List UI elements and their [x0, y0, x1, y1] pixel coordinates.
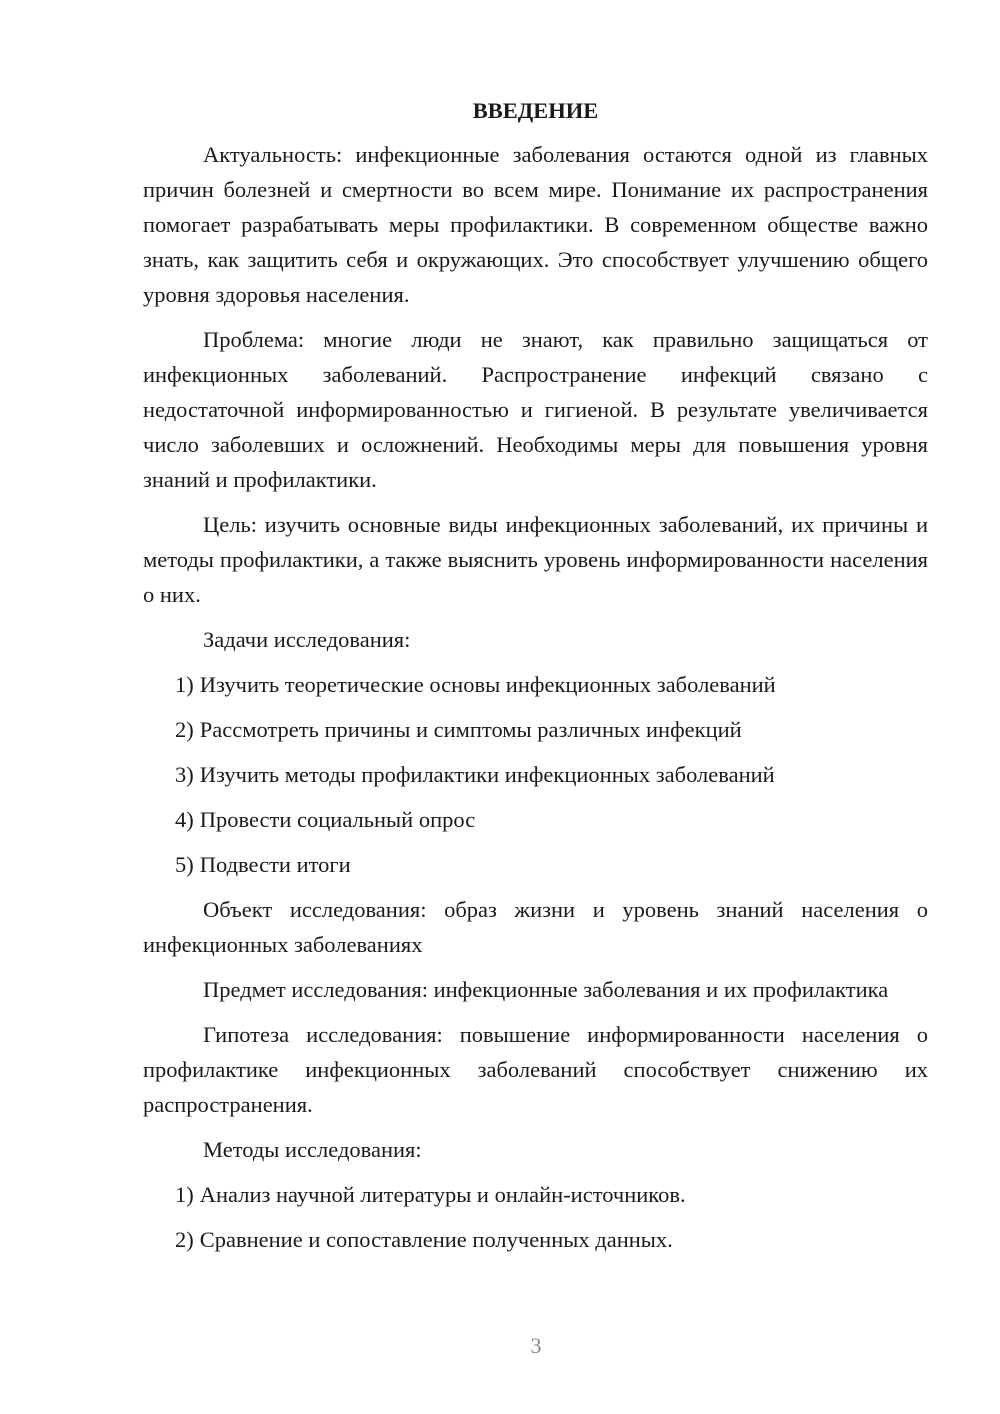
- list-item-text: Рассмотреть причины и симптомы различных инфекций: [199, 717, 742, 742]
- page-title: ВВЕДЕНИЕ: [472, 98, 599, 123]
- document-page: [143, 96, 928, 1267]
- methods-heading: Методы исследования:: [203, 1137, 422, 1162]
- page-number: 3: [530, 1333, 542, 1358]
- list-item-number: 2): [175, 717, 194, 742]
- list-item-text: Сравнение и сопоставление полученных данных.: [199, 1227, 673, 1252]
- problem-paragraph: Проблема: многие люди не знают, как правильно защищаться от инфекционных заболеваний. Распространение инфекций связано с недостаточной информированностью и гигиеной. В результате увеличивается число заболевших и осложнений. Необходимы меры для повышения уровня знаний и профилактики.: [143, 327, 928, 492]
- list-item-text: Подвести итоги: [199, 852, 351, 877]
- list-item: [143, 757, 928, 792]
- methods-list: [143, 1177, 928, 1257]
- list-item-number: 3): [175, 762, 194, 787]
- goal-paragraph: Цель: изучить основные виды инфекционных заболеваний, их причины и методы профилактики, а также выяснить уровень информированности населения о них.: [143, 512, 928, 607]
- list-item: [143, 847, 928, 882]
- list-item: [143, 1222, 928, 1257]
- list-item-number: 1): [175, 672, 194, 697]
- relevance-paragraph: Актуальность: инфекционные заболевания остаются одной из главных причин болезней и смертности во всем мире. Понимание их распространения помогает разрабатывать меры профилактики. В современном обществе важно знать, как защитить себя и окружающих. Это способствует улучшению общего уровня здоровья населения.: [143, 142, 928, 307]
- list-item: [143, 1177, 928, 1212]
- list-item-text: Изучить методы профилактики инфекционных заболеваний: [199, 762, 775, 787]
- subject-paragraph: Предмет исследования: инфекционные заболевания и их профилактика: [203, 977, 889, 1002]
- list-item: [143, 802, 928, 837]
- tasks-list: [143, 667, 928, 882]
- list-item-text: Анализ научной литературы и онлайн-источников.: [199, 1182, 686, 1207]
- list-item: [143, 712, 928, 747]
- hypothesis-paragraph: Гипотеза исследования: повышение информированности населения о профилактике инфекционных заболеваний способствует снижению их распространения.: [143, 1022, 928, 1117]
- list-item: [143, 667, 928, 702]
- tasks-heading: Задачи исследования:: [203, 627, 411, 652]
- list-item-text: Провести социальный опрос: [199, 807, 476, 832]
- list-item-number: 5): [175, 852, 194, 877]
- list-item-text: Изучить теоретические основы инфекционных заболеваний: [199, 672, 776, 697]
- list-item-number: 1): [175, 1182, 194, 1207]
- object-paragraph: Объект исследования: образ жизни и уровень знаний населения о инфекционных заболеваниях: [143, 897, 928, 957]
- list-item-number: 4): [175, 807, 194, 832]
- list-item-number: 2): [175, 1227, 194, 1252]
